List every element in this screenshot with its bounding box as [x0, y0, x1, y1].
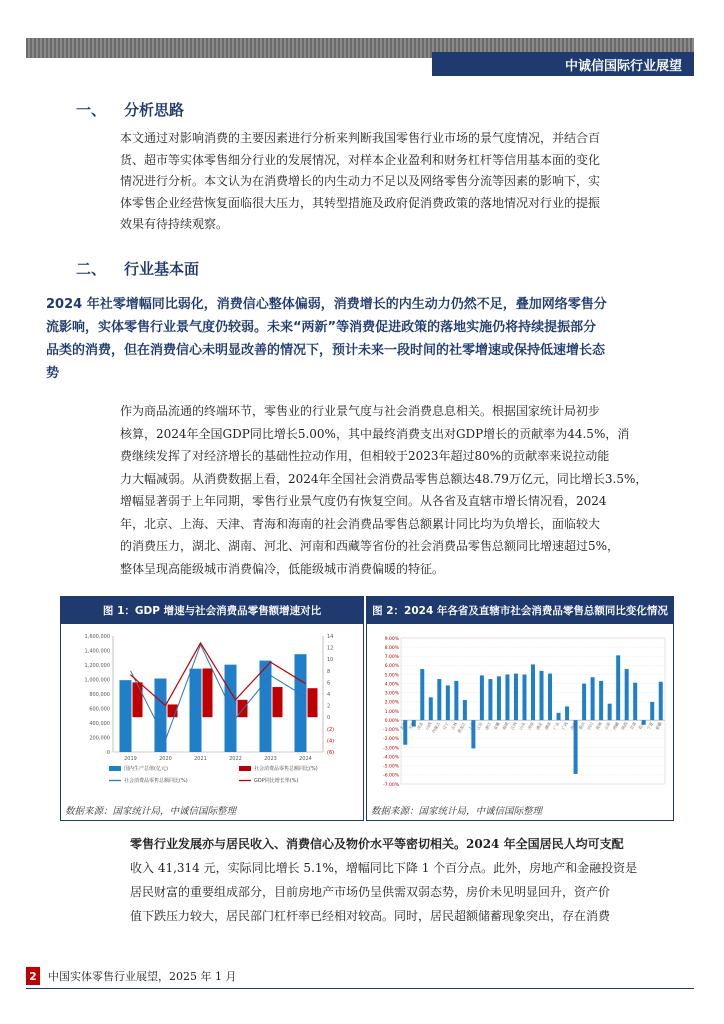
province-bar [420, 669, 424, 720]
y-left-tick-label: 200,000 [89, 735, 110, 742]
y-left-tick-label: 1,400,000 [84, 648, 110, 655]
y-right-tick-label: 8 [327, 668, 331, 675]
para-line: 本文通过对影响消费的主要因素进行分析来判断我国零售行业市场的景气度情况，并结合百 [120, 131, 601, 145]
province-bar [480, 675, 484, 720]
para-line: 整体呈现高能级城市消费偏冷，低能级城市消费偏暖的特征。 [120, 561, 445, 576]
y-right-tick-label: 4 [327, 692, 331, 698]
x-tick-label: 云南 [603, 721, 612, 731]
x-tick-label: 河北 [415, 721, 425, 731]
section2-body2 [130, 832, 672, 928]
x-tick-label: 甘肃 [628, 721, 638, 731]
lead-line: 品类的消费，但在消费信心未明显改善的情况下，预计未来一段时间的社零增速或保持低速增长态 [46, 343, 606, 358]
province-bar [488, 679, 492, 720]
province-bar [514, 674, 518, 721]
header-title: 中诚信国际行业展望 [432, 52, 694, 76]
section2-lead [46, 293, 674, 385]
x-tick-label: 河南 [526, 721, 535, 731]
x-tick-label: 贵州 [594, 721, 603, 731]
y-tick-label: 3.00% [384, 691, 399, 697]
province-bar [463, 700, 467, 720]
section1-number: 一、 [76, 101, 107, 119]
province-bar [446, 685, 450, 720]
y-tick-label: -5.00% [383, 764, 399, 770]
para-line-bold: 零售行业发展亦与居民收入、消费信心及物价水平等密切相关。2024 年全国居民人均可支配 [130, 837, 624, 851]
x-tick-label: 2023 [264, 756, 277, 762]
gdp-bar [155, 679, 167, 752]
y-tick-label: -6.00% [383, 773, 399, 779]
x-tick-label: 吉林 [449, 721, 459, 731]
province-bar [497, 676, 501, 720]
y-tick-label: -1.00% [383, 728, 399, 734]
province-bar [522, 675, 526, 721]
retail-growth-bar [133, 682, 143, 717]
x-tick-label: 天津 [407, 721, 416, 731]
province-bar [608, 704, 612, 720]
x-tick-label: 广西 [560, 721, 569, 731]
para-line [130, 832, 672, 856]
section2-title: 行业基本面 [124, 260, 200, 278]
y-right-tick-label: (2) [327, 726, 335, 733]
legend-label: 社会消费品零售总额同比(%) [124, 778, 188, 784]
x-tick-label: 四川 [586, 721, 595, 731]
y-tick-label: 6.00% [384, 664, 399, 670]
x-tick-label: 辽宁 [441, 721, 450, 731]
province-bar [505, 675, 509, 721]
retail-growth-bar [203, 668, 213, 717]
x-tick-label: 内蒙古 [430, 721, 442, 735]
figure1-source: 数据来源：国家统计局，中诚信国际整理 [65, 806, 237, 817]
y-left-tick-label: 1,600,000 [84, 634, 110, 640]
y-right-tick-label: (4) [327, 738, 335, 745]
province-bar [599, 681, 603, 720]
section2-heading [76, 258, 199, 279]
y-left-tick-label: 1,000,000 [84, 677, 110, 684]
province-bar [437, 679, 441, 720]
x-tick-label: 陕西 [620, 721, 629, 731]
lead-line: 流影响，实体零售行业景气度仍较弱。未来“两新”等消费促进政策的落地实施仍将持续提振部分 [46, 320, 597, 335]
province-bar [659, 682, 663, 720]
y-tick-label: 5.00% [384, 673, 399, 679]
para-line: 费继续发挥了对经济增长的基础性拉动作用，但相较于2023年超过80%的贡献率来说拉动能 [120, 449, 610, 463]
x-tick-label: 北京 [398, 721, 408, 731]
x-tick-label: 福建 [500, 721, 510, 731]
x-tick-label: 青海 [637, 721, 646, 731]
y-right-tick-label: 14 [327, 634, 334, 640]
x-tick-label: 上海 [466, 721, 476, 731]
y-right-tick-label: 0 [327, 715, 331, 722]
para-line: 核算，2024年全国GDP同比增长5.00%，其中最终消费支出对GDP增长的贡献率为44.5%，消 [120, 426, 630, 441]
province-bar [582, 684, 586, 721]
province-bar [548, 674, 552, 721]
province-bar [633, 683, 637, 720]
x-tick-label: 新疆 [654, 721, 663, 731]
lead-line: 势 [46, 366, 60, 381]
para-line: 收入 41,314 元，实际同比增长 5.1%，增幅同比下降 1 个百分点。此外，房地产和金融投资是 [130, 861, 638, 875]
para-line: 体零售企业经营恢复面临很大压力，其转型措施及政府促消费政策的落地情况对行业的提振 [120, 195, 601, 210]
y-left-tick-label: 1,200,000 [84, 663, 110, 669]
legend-label: GDP同比增长率(%) [254, 778, 299, 784]
para-line: 效果有待持续观察。 [120, 217, 229, 231]
section1-heading [76, 99, 184, 120]
para-line: 作为商品流通的终端环节，零售业的行业景气度与社会消费息息相关。根据国家统计局初步 [120, 404, 601, 418]
para-line: 居民财富的重要组成部分，目前房地产市场仍呈供需双弱态势，房价未见明显回升，资产价 [130, 885, 611, 899]
y-tick-label: 2.00% [384, 700, 399, 706]
y-tick-label: -7.00% [383, 782, 399, 788]
figure1 [60, 596, 364, 821]
y-tick-label: 1.00% [384, 709, 399, 715]
x-tick-label: 2022 [229, 756, 242, 762]
y-tick-label: 9.00% [384, 636, 399, 642]
x-tick-label: 2024 [299, 756, 312, 762]
x-tick-label: 西藏 [611, 721, 621, 731]
province-bar [616, 655, 620, 720]
x-tick-label: 江西 [509, 721, 518, 731]
province-bar [540, 671, 544, 720]
x-tick-label: 宁夏 [645, 721, 655, 731]
para-line: 力大幅减弱。从消费数据上看，2024年全国社会消费品零售总额达48.79万亿元，同比增长3.5%， [120, 471, 648, 486]
y-left-tick-label: 0 [106, 750, 110, 756]
legend-swatch [239, 766, 251, 771]
lead-line: 2024 年社零增幅同比弱化，消费信心整体偏弱，消费增长的内生动力仍然不足，叠加网络零售分 [46, 297, 607, 312]
para-line: 的消费压力，湖北、湖南、河北、河南和西藏等省份的社会消费品零售总额同比增速超过5%， [120, 539, 620, 553]
figure2 [366, 596, 674, 821]
para-line: 情况进行分析。本文认为在消费增长的内生动力不足以及网络零售分流等因素的影响下，实 [120, 174, 601, 188]
section1-title: 分析思路 [124, 101, 185, 119]
x-tick-label: 湖南 [543, 721, 552, 731]
figure2-chart [367, 624, 673, 794]
y-right-tick-label: 2 [327, 703, 331, 710]
y-tick-label: -3.00% [383, 746, 399, 752]
gdp-bar [295, 654, 307, 752]
para-line: 增幅显著弱于上年同期，零售行业景气度仍有恢复空间。从各省及直辖市增长情况看，2024 [120, 494, 607, 508]
x-tick-label: 江苏 [475, 721, 484, 731]
section1-paragraph [120, 128, 672, 236]
y-left-tick-label: 800,000 [89, 692, 110, 698]
x-tick-label: 黑龙江 [456, 721, 467, 735]
page-number: 2 [26, 967, 40, 985]
x-tick-label: 2019 [124, 756, 137, 762]
y-tick-label: 4.00% [384, 682, 399, 688]
y-tick-label: 7.00% [384, 655, 399, 661]
figure1-title: 图 1：GDP 增速与社会消费品零售额增速对比 [61, 597, 363, 624]
x-tick-label: 海南 [569, 721, 578, 731]
legend-label: 社会消费品零售总额同比(%) [254, 766, 318, 772]
figure2-title: 图 2：2024 年各省及直辖市社会消费品零售总额同比变化情况 [367, 597, 673, 624]
province-bar [557, 713, 561, 720]
x-tick-label: 湖北 [535, 721, 544, 731]
para-line: 年，北京、上海、天津、青海和海南的社会消费品零售总额累计同比均为负增长，面临较大 [120, 516, 601, 531]
legend-label: 国内生产总值(亿元) [124, 766, 168, 772]
x-tick-label: 安徽 [492, 721, 501, 731]
province-bar [625, 669, 629, 720]
y-tick-label: 8.00% [384, 645, 399, 651]
province-bar [531, 664, 535, 720]
legend-swatch [109, 766, 121, 771]
retail-growth-bar [273, 687, 283, 717]
y-tick-label: 0.00% [384, 718, 399, 724]
gdp-bar [260, 661, 272, 752]
figure2-source: 数据来源：国家统计局，中诚信国际整理 [371, 806, 543, 817]
footer-divider [26, 988, 694, 989]
gdp-bar [190, 669, 202, 752]
y-right-tick-label: 6 [327, 680, 331, 687]
footer-text: 中国实体零售行业展望，2025 年 1 月 [48, 970, 237, 983]
gdp-bar [120, 680, 132, 752]
x-tick-label: 重庆 [577, 721, 586, 731]
province-bar [650, 702, 654, 720]
para-line: 货、超市等实体零售细分行业的发展情况，对样本企业盈利和财务杠杆等信用基本面的变化 [120, 152, 601, 167]
y-right-tick-label: 10 [327, 657, 334, 664]
x-tick-label: 山西 [424, 721, 433, 731]
province-bar [454, 681, 458, 720]
figure1-chart [61, 624, 363, 794]
para-line: 值下跌压力较大，居民部门杠杆率已经相对较高。同时，居民超额储蓄现象突出，存在消费 [130, 909, 611, 923]
y-left-tick-label: 600,000 [89, 706, 110, 713]
section2-number: 二、 [76, 260, 107, 278]
x-tick-label: 浙江 [483, 721, 493, 731]
x-tick-label: 山东 [518, 721, 527, 731]
province-bar [429, 697, 433, 720]
retail-growth-bar [308, 688, 318, 717]
province-bar [591, 677, 595, 720]
y-left-tick-label: 400,000 [89, 721, 110, 727]
x-tick-label: 2021 [194, 756, 207, 762]
section2-body [120, 400, 672, 580]
x-tick-label: 广东 [552, 721, 561, 731]
province-bar [565, 706, 569, 720]
y-right-tick-label: (6) [327, 750, 335, 756]
y-tick-label: -4.00% [383, 755, 399, 761]
y-right-tick-label: 12 [327, 645, 334, 652]
x-tick-label: 2020 [159, 756, 172, 762]
y-tick-label: -2.00% [383, 737, 399, 743]
